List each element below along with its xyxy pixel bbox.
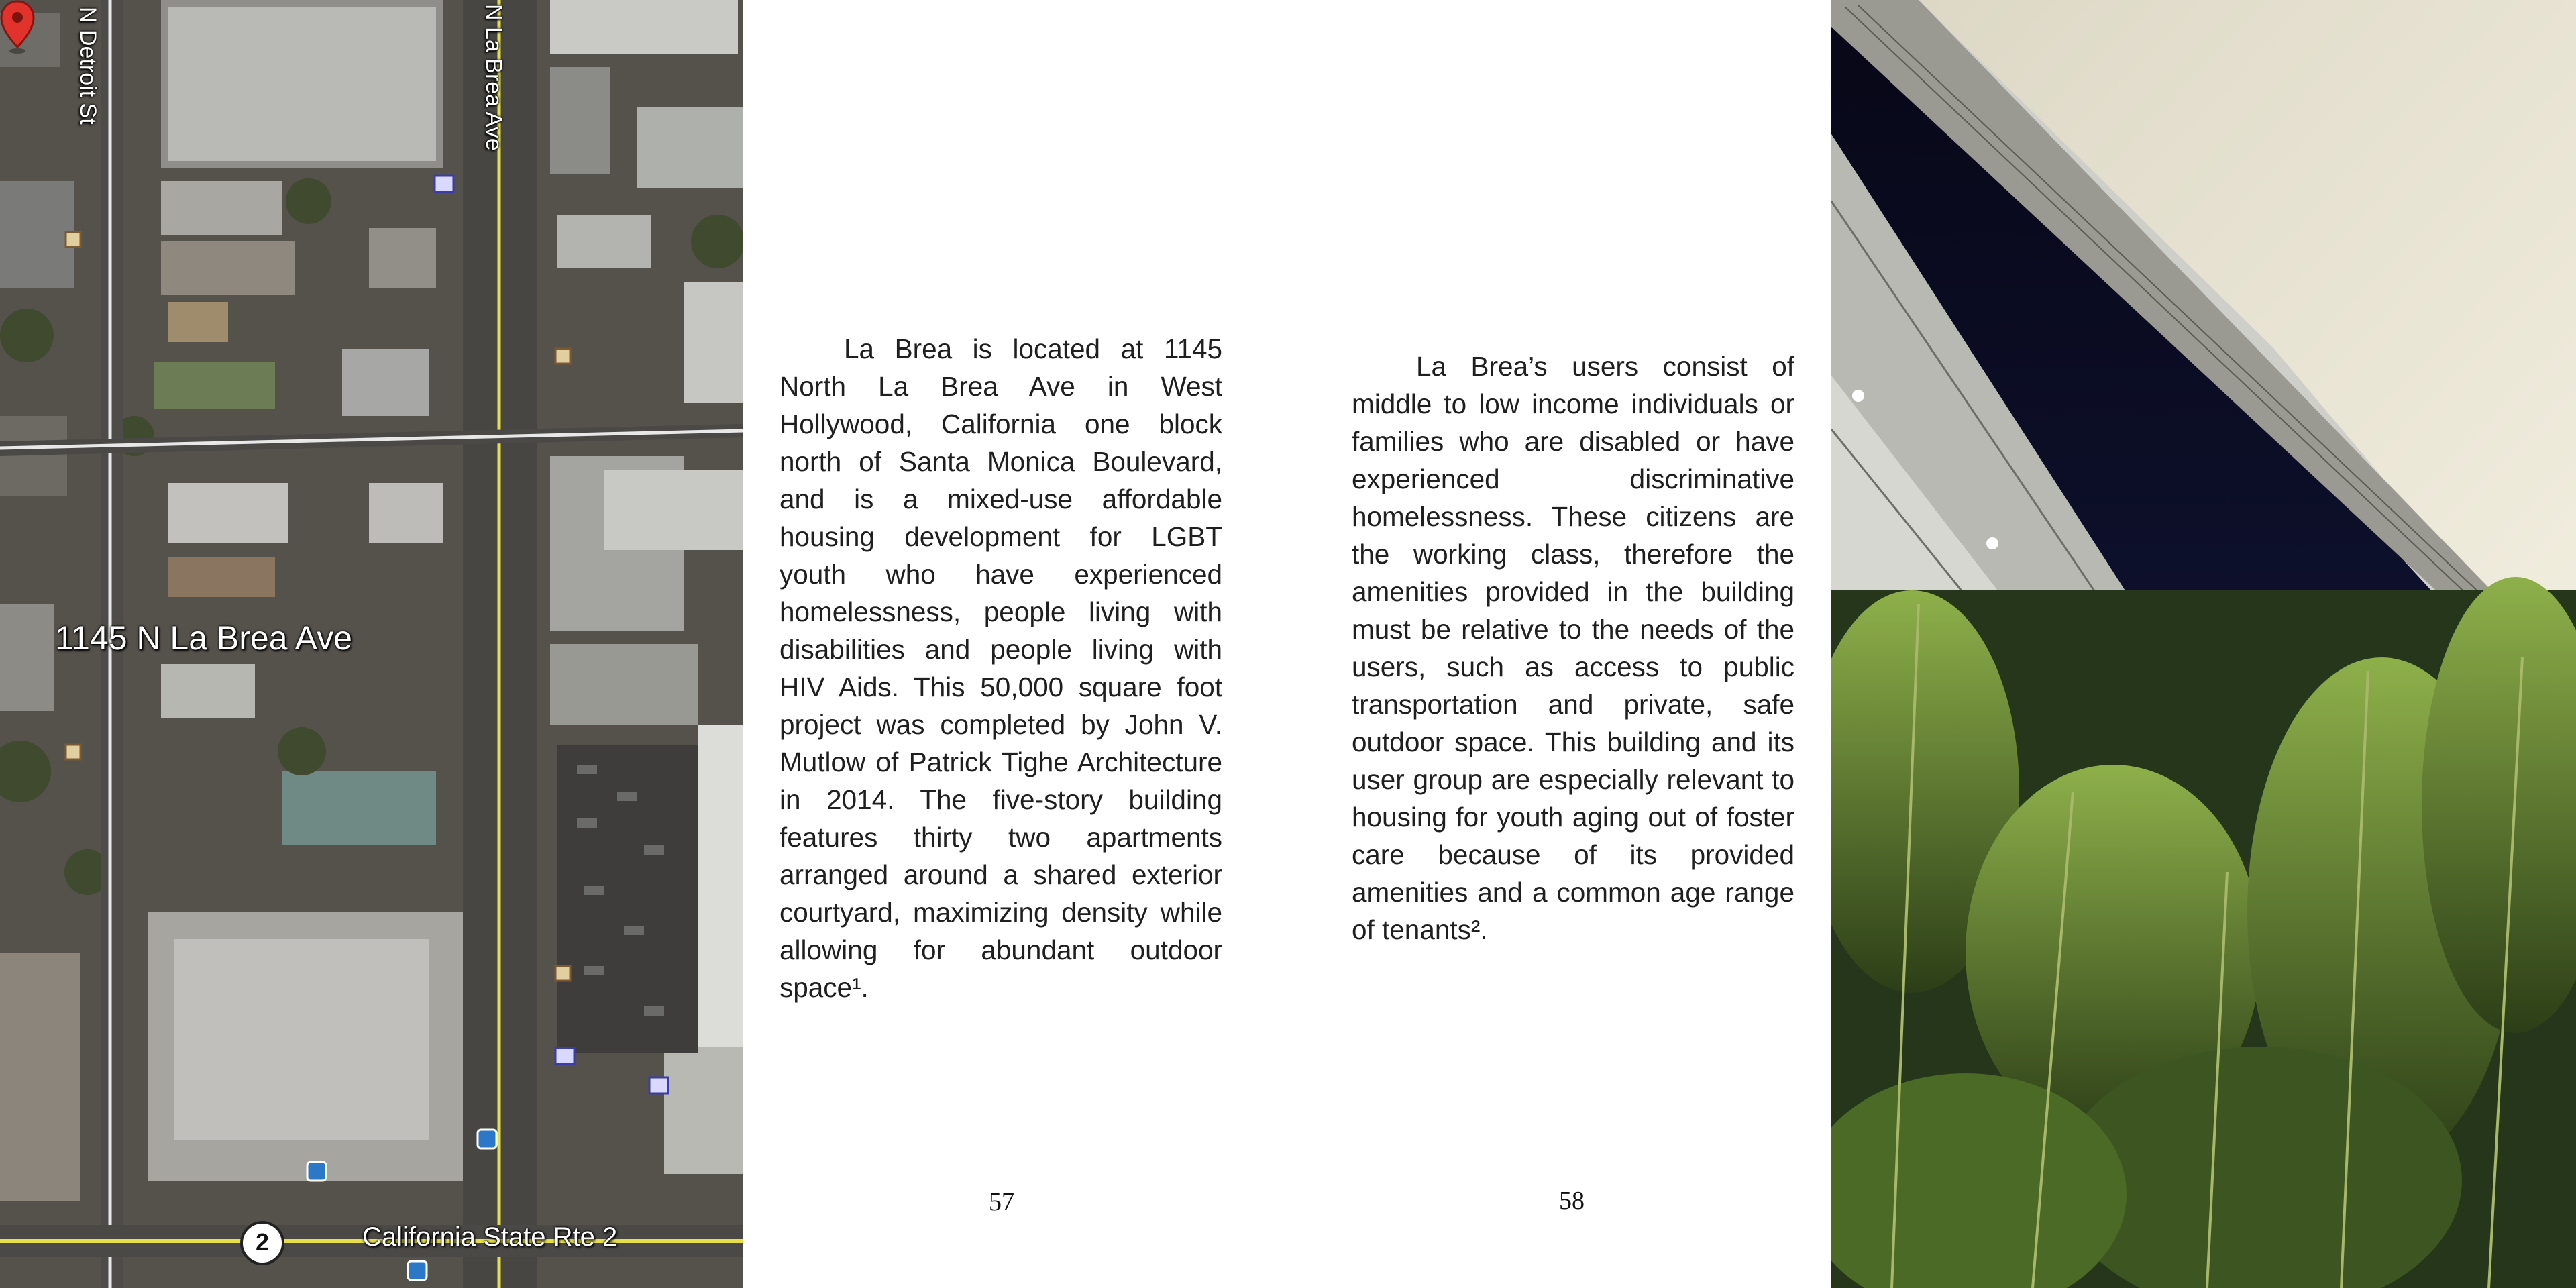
- courtyard-photo: [1831, 0, 2576, 1288]
- street-label-la-brea: N La Brea Ave: [481, 4, 506, 151]
- page-57-paragraph: La Brea is located at 1145 North La Brea Ave in West Hollywood, California one block north of Santa Monica Boulevard, and is a mixed-use affordable housing development for LGBT youth who have experienced homelessness, people living with disabilities and people living with HIV Aids. This 50,000 square foot project was completed by John V. Mutlow of Patrick Tighe Architecture in 2014. The five-story building features thirty two apartments arranged around a shared exterior courtyard, maximizing density while allowing for abundant outdoor space¹.: [780, 333, 1222, 1003]
- page-58-paragraph: La Brea’s users consist of middle to low income individuals or families who are disabled or have experienced discriminative homelessness. These citizens are the working class, therefore the amenities provided in the building must be relative to the needs of the users, such as access to public transportation and private, safe outdoor space. This building and its user group are especially relevant to housing for youth aging out of foster care because of its provided amenities and a common age range of tenants².: [1352, 351, 1794, 945]
- route-shield: 2: [240, 1221, 284, 1265]
- aerial-map: [0, 0, 743, 1288]
- street-label-detroit: N Detroit St: [75, 7, 101, 125]
- page-number-left: 57: [989, 1188, 1014, 1216]
- address-label: 1145 N La Brea Ave: [55, 619, 352, 657]
- page-number-right: 58: [1559, 1187, 1585, 1215]
- route-label: California State Rte 2: [362, 1222, 618, 1252]
- courtyard-photo-image: [1831, 0, 2576, 1288]
- location-pin-icon[interactable]: [0, 0, 35, 55]
